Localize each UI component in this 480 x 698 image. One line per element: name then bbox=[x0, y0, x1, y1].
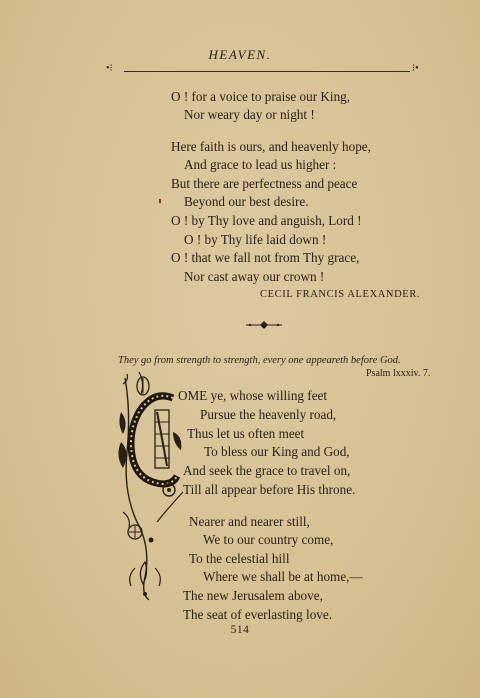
page-number: 514 bbox=[230, 624, 250, 636]
hymn1-line: O ! that we fall not from Thy grace, bbox=[171, 250, 360, 265]
rule-ornament-left-icon: •⁝ bbox=[106, 63, 113, 74]
epigraph: They go from strength to strength, every one appeareth before God. bbox=[118, 355, 401, 366]
hymn2-line: Pursue the heavenly road, bbox=[200, 407, 337, 422]
hymn1-line: Nor weary day or night ! bbox=[184, 107, 315, 122]
hymn2-line: Till all appear before His throne. bbox=[183, 482, 356, 497]
hymn1-line: Here faith is ours, and heavenly hope, bbox=[171, 139, 371, 154]
hymn2-line: To bless our King and God, bbox=[204, 444, 350, 459]
hymn1-line: But there are perfectness and peace bbox=[171, 176, 358, 191]
ink-speck bbox=[159, 199, 161, 203]
hymn2-line: OME ye, whose willing feet bbox=[178, 388, 328, 403]
hymn2-line: The seat of everlasting love. bbox=[183, 607, 333, 622]
hymn2-line: Thus let us often meet bbox=[187, 426, 305, 441]
hymn1-line: O ! by Thy love and anguish, Lord ! bbox=[171, 213, 362, 228]
epigraph-reference: Psalm lxxxiv. 7. bbox=[366, 368, 431, 379]
hymn1-line: O ! by Thy life laid down ! bbox=[184, 232, 327, 247]
hymn2-line: The new Jerusalem above, bbox=[183, 588, 323, 603]
running-header: HEAVEN. bbox=[208, 47, 272, 62]
section-divider-ornament-icon bbox=[244, 318, 284, 332]
hymn2-line: We to our country come, bbox=[203, 532, 334, 547]
rule-ornament-right-icon: ⁝• bbox=[412, 63, 419, 74]
hymn2-line: Nearer and nearer still, bbox=[189, 514, 310, 529]
hymn2-line: Where we shall be at home,— bbox=[203, 569, 363, 584]
hymn1-line: Nor cast away our crown ! bbox=[184, 269, 325, 284]
hymn1-line: Beyond our best desire. bbox=[184, 194, 309, 209]
hymn2-line: To the celestial hill bbox=[189, 551, 290, 566]
hymn1-author: CECIL FRANCIS ALEXANDER. bbox=[260, 289, 421, 300]
header-rule bbox=[124, 71, 410, 72]
hymn1-line: O ! for a voice to praise our King, bbox=[171, 89, 351, 104]
hymn1-line: And grace to lead us higher : bbox=[184, 157, 337, 172]
hymn2-line: And seek the grace to travel on, bbox=[183, 463, 351, 478]
